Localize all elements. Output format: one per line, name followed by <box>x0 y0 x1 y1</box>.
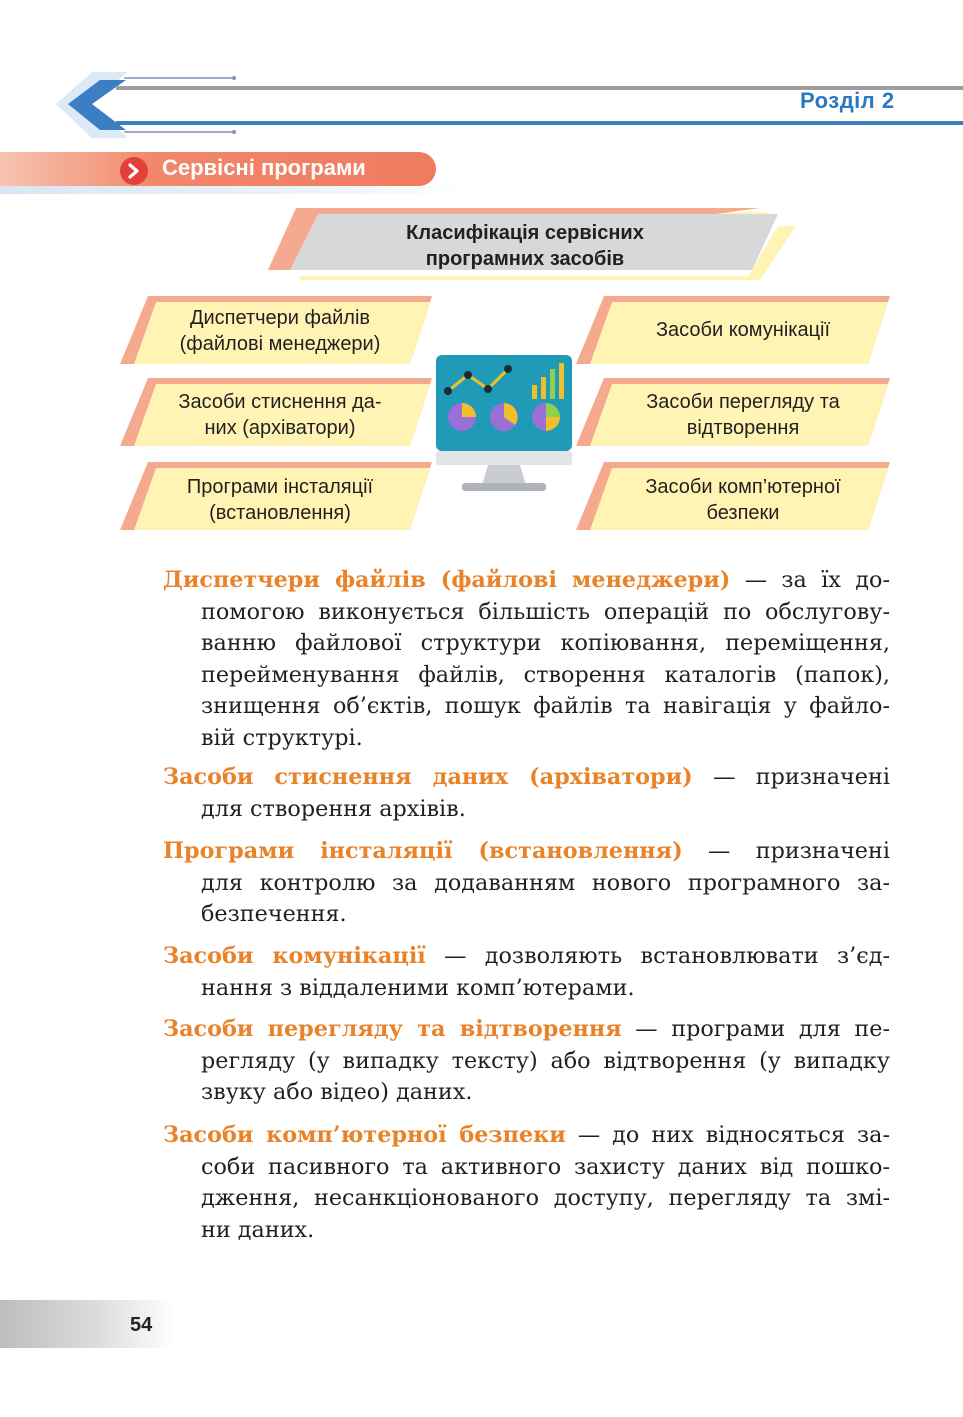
definition-line: перейменування файлів, створення каталогів (папок), <box>201 661 890 688</box>
definition-line: регляду (у випадку тексту) або відтворення (у випадку <box>201 1047 890 1074</box>
box-line: (файлові менеджери) <box>179 333 381 355</box>
definition-communication <box>163 941 890 1004</box>
definition-line: для контролю за додаванням нового програмного за- <box>201 869 890 896</box>
box-line: Засоби комунікації <box>655 319 831 341</box>
box-installers <box>140 474 420 526</box>
box-file-managers <box>140 305 420 357</box>
definition-line: безпечення. <box>201 901 347 927</box>
box-communication <box>598 317 888 343</box>
monitor-with-charts-icon <box>436 355 576 495</box>
definition-line: дження, несанкціонованого доступу, перегляду та змі- <box>201 1185 890 1211</box>
term: Засоби перегляду та відтворення <box>163 1016 622 1042</box>
definition-installers <box>163 836 890 931</box>
definition-text: — до них відносяться за- <box>565 1122 891 1148</box>
box-line: Програми інсталяції <box>186 476 374 498</box>
box-viewers <box>598 389 888 441</box>
box-security <box>598 474 888 526</box>
definition-security <box>163 1120 890 1246</box>
definition-viewers <box>163 1014 890 1109</box>
definition-line: соби пасивного та активного захисту даних від пошко- <box>201 1153 890 1180</box>
definition-line: знищення об’єктів, пошук файлів та навігація у файло- <box>201 693 890 719</box>
section-label: Розділ 2 <box>800 88 895 113</box>
definition-text: — дозволяють встановлювати з’єд- <box>425 943 890 969</box>
title-shadow <box>0 186 470 194</box>
definition-line: нання з віддаленими комп’ютерами. <box>201 974 635 1001</box>
heading-line-2: програмних засобів <box>425 248 625 270</box>
definition-text: — призначені <box>692 764 890 790</box>
definition-line: вій структурі. <box>201 724 363 751</box>
page-title: Сервісні програми <box>162 155 366 180</box>
box-archivers <box>140 389 420 441</box>
term: Програми інсталяції (встановлення) <box>163 838 683 864</box>
definition-file-managers <box>163 565 890 754</box>
definition-text: — програми для пе- <box>621 1016 890 1042</box>
term: Засоби комп’ютерної безпеки <box>163 1122 566 1148</box>
definition-line: помогою виконується більшість операцій по обслугову- <box>201 598 890 625</box>
box-line: них (архіватори) <box>204 417 356 439</box>
box-line: Засоби перегляду та <box>646 391 840 413</box>
box-line: Диспетчери файлів <box>189 307 371 329</box>
definition-text: — за їх до- <box>730 567 890 593</box>
box-line: Засоби стиснення да- <box>178 391 382 413</box>
header-decoration <box>0 0 963 150</box>
chevron-right-icon <box>120 157 148 185</box>
definition-line: звуку або відео) даних. <box>201 1079 473 1105</box>
definition-text: — призначені <box>682 838 890 864</box>
definition-archivers <box>163 762 890 825</box>
box-line: (встановлення) <box>209 502 351 524</box>
box-line: Засоби комп’ютерної <box>645 476 841 498</box>
definition-line: ни даних. <box>201 1216 315 1243</box>
classification-heading <box>340 220 710 272</box>
term: Засоби стиснення даних (архіватори) <box>163 764 693 790</box>
definition-line: для створення архівів. <box>201 795 466 822</box>
box-line: безпеки <box>706 502 780 524</box>
page-number: 54 <box>130 1314 153 1336</box>
box-line: відтворення <box>686 417 800 439</box>
term: Засоби комунікації <box>163 943 426 969</box>
definition-line: ванню файлової структури копіювання, переміщення, <box>201 630 890 656</box>
heading-line-1: Класифікація сервісних <box>406 222 644 244</box>
term: Диспетчери файлів (файлові менеджери) <box>163 567 731 593</box>
